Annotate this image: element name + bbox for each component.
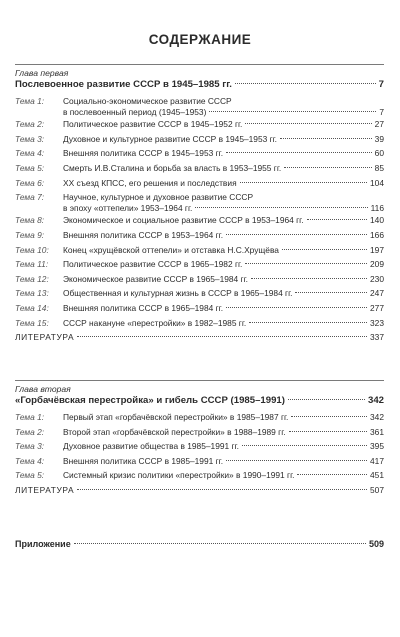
topic-title: Внешняя политика СССР в 1953–1964 гг.: [63, 229, 224, 240]
topic-title: СССР накануне «перестройки» в 1982–1985 гг.: [63, 317, 247, 328]
dot-leader: [307, 219, 367, 220]
topic-title: Политическое развитие СССР в 1945–1952 гг.: [63, 119, 243, 130]
dot-leader: [242, 445, 367, 446]
literature-page: 507: [370, 484, 384, 495]
topic-number: Тема 2:: [15, 426, 45, 437]
literature-entry[interactable]: [15, 485, 384, 496]
topic-page: 60: [374, 148, 384, 159]
topic-page: 277: [370, 302, 384, 313]
dot-leader: [288, 399, 365, 400]
topic-line: [63, 230, 384, 241]
topic-number: Тема 3:: [15, 133, 45, 144]
dot-leader: [195, 207, 367, 208]
topic-page: 247: [370, 288, 384, 299]
toc-entry[interactable]: [15, 192, 384, 213]
chapter-page: 342: [367, 395, 384, 406]
topic-body: [63, 456, 384, 467]
dot-leader: [291, 416, 367, 417]
topic-line: [63, 119, 384, 130]
topic-page: 323: [370, 317, 384, 328]
dot-leader: [245, 263, 367, 264]
topic-page: 85: [374, 162, 384, 173]
topic-title: Экономическое и социальное развитие СССР в 1953–1964 гг.: [63, 215, 304, 226]
topic-page: 39: [374, 133, 384, 144]
dot-leader: [235, 83, 376, 84]
topic-body: [63, 427, 384, 438]
topic-number: Тема 1:: [15, 412, 45, 422]
dot-leader: [280, 138, 372, 139]
topic-page: 209: [370, 259, 384, 270]
topic-line: [63, 134, 384, 145]
topic-body: [63, 230, 384, 241]
toc-entry[interactable]: [15, 259, 384, 270]
topic-title: Внешняя политика СССР в 1945–1953 гг.: [63, 148, 224, 159]
topic-number: Тема 1:: [15, 96, 45, 106]
topic-line: [63, 163, 384, 174]
topic-line: [63, 259, 384, 270]
topic-body: [63, 178, 384, 189]
topic-page: 166: [370, 229, 384, 240]
dot-leader: [245, 123, 371, 124]
dot-leader: [226, 234, 367, 235]
topic-number: Тема 5:: [15, 162, 45, 173]
topic-title: Системный кризис политики «перестройки» в 1990–1991 гг.: [63, 470, 295, 481]
dot-leader: [284, 167, 371, 168]
dot-leader: [289, 431, 367, 432]
toc-entry[interactable]: [15, 163, 384, 174]
dot-leader: [209, 111, 376, 112]
topic-title: XX съезд КПСС, его решения и последствия: [63, 177, 237, 188]
topic-page: 140: [370, 215, 384, 226]
topic-page: 230: [370, 273, 384, 284]
topic-page: 104: [370, 177, 384, 188]
topic-page: 417: [370, 455, 384, 466]
topic-line: [63, 318, 384, 329]
topic-number: Тема 7:: [15, 192, 45, 203]
topic-title: Духовное и культурное развитие СССР в 1945–1953 гг.: [63, 133, 278, 144]
chapter-divider: [15, 64, 384, 65]
topic-body: [63, 303, 384, 314]
toc-entry[interactable]: [15, 303, 384, 314]
topic-line: [63, 288, 384, 299]
literature-page: 337: [370, 332, 384, 343]
dot-leader: [240, 182, 367, 183]
dot-leader: [295, 292, 367, 293]
topic-title: Политическое развитие СССР в 1965–1982 гг.: [63, 259, 243, 270]
dot-leader: [226, 307, 367, 308]
topic-line: [63, 412, 384, 423]
topic-title: Внешняя политика СССР в 1985–1991 гг.: [63, 455, 224, 466]
toc-entry[interactable]: [15, 134, 384, 145]
toc-entry[interactable]: [15, 427, 384, 438]
topic-page: 7: [379, 106, 384, 117]
topic-body: [63, 245, 384, 256]
topic-body: [63, 148, 384, 159]
topic-page: 361: [370, 426, 384, 437]
topic-title: Общественная и культурная жизнь в СССР в 1965–1984 гг.: [63, 288, 293, 299]
topic-title: в послевоенный период (1945–1953): [63, 106, 207, 117]
topic-page: 197: [370, 244, 384, 255]
topic-title: Первый этап «горбачёвской перестройки» в 1985–1987 гг.: [63, 412, 289, 422]
chapter-title-text: «Горбачёвская перестройка» и гибель СССР (1985–1991): [15, 395, 285, 406]
topic-body: [63, 318, 384, 329]
topic-line: [63, 148, 384, 159]
toc-entry[interactable]: [15, 412, 384, 423]
topic-line: [63, 470, 384, 481]
topic-title: Внешняя политика СССР в 1965–1984 гг.: [63, 302, 224, 313]
topic-number: Тема 12:: [15, 273, 49, 284]
topic-number: Тема 2:: [15, 119, 45, 130]
dot-leader: [226, 152, 372, 153]
dot-leader: [249, 322, 367, 323]
topic-line: [63, 96, 384, 107]
chapter-divider: [15, 380, 384, 381]
dot-leader: [77, 336, 367, 337]
topic-body: [63, 274, 384, 285]
topic-title: Экономическое развитие СССР в 1965–1984 гг.: [63, 273, 248, 284]
topic-body: [63, 441, 384, 452]
topic-body: [63, 470, 384, 481]
topic-page: 451: [370, 470, 384, 481]
dot-leader: [282, 249, 367, 250]
topic-line: [63, 178, 384, 189]
chapter-label: Глава первая: [15, 68, 69, 78]
topic-line: [63, 215, 384, 226]
dot-leader: [77, 489, 367, 490]
topic-line: [63, 303, 384, 314]
literature-entry[interactable]: [15, 332, 384, 343]
toc-entry[interactable]: [15, 318, 384, 329]
chapter-page: 7: [378, 79, 384, 90]
topic-title: Социально-экономическое развитие СССР: [63, 96, 232, 106]
topic-body: [63, 163, 384, 174]
toc-entry[interactable]: [15, 470, 384, 481]
dot-leader: [251, 278, 367, 279]
topic-body: [63, 259, 384, 270]
topic-page: 395: [370, 441, 384, 452]
toc-entry[interactable]: [15, 96, 384, 117]
topic-body: [63, 192, 384, 213]
topic-page: 27: [374, 119, 384, 130]
topic-number: Тема 4:: [15, 455, 45, 466]
literature-label: ЛИТЕРАТУРА: [15, 332, 75, 343]
topic-title: Конец «хрущёвской оттепели» и отставка Н.С.Хрущёва: [63, 244, 279, 255]
chapter-title[interactable]: [15, 79, 384, 91]
toc-entry[interactable]: [15, 119, 384, 130]
toc-entry[interactable]: [15, 148, 384, 159]
topic-body: [63, 96, 384, 117]
topic-line: [63, 441, 384, 452]
topic-number: Тема 3:: [15, 441, 45, 452]
topic-line: [63, 427, 384, 438]
topic-body: [63, 119, 384, 130]
topic-line: [63, 245, 384, 256]
toc-entry[interactable]: [15, 288, 384, 299]
chapter-title[interactable]: [15, 395, 384, 407]
dot-leader: [74, 543, 366, 544]
topic-number: Тема 6:: [15, 177, 45, 188]
topic-title: Смерть И.В.Сталина и борьба за власть в 1953–1955 гг.: [63, 162, 282, 173]
topic-body: [63, 412, 384, 423]
topic-number: Тема 14:: [15, 302, 49, 313]
topic-number: Тема 9:: [15, 229, 45, 240]
toc-entry[interactable]: [15, 245, 384, 256]
toc-entry[interactable]: [15, 178, 384, 189]
topic-line: [63, 456, 384, 467]
toc-entry[interactable]: [15, 215, 384, 226]
chapter-title-text: Послевоенное развитие СССР в 1945–1985 гг.: [15, 79, 232, 90]
topic-number: Тема 15:: [15, 317, 49, 328]
topic-number: Тема 4:: [15, 148, 45, 159]
topic-number: Тема 8:: [15, 215, 45, 226]
chapter-1: [15, 64, 384, 343]
appendix-label: Приложение: [15, 539, 71, 549]
dot-leader: [226, 460, 367, 461]
literature-label: ЛИТЕРАТУРА: [15, 484, 75, 495]
topic-line: [63, 203, 384, 214]
topic-body: [63, 215, 384, 226]
topic-title: Духовное развитие общества в 1985–1991 гг.: [63, 441, 239, 452]
topic-page: 342: [370, 412, 384, 422]
topic-body: [63, 134, 384, 145]
toc-entry[interactable]: [15, 230, 384, 241]
topic-number: Тема 13:: [15, 288, 49, 299]
topic-number: Тема 5:: [15, 470, 45, 481]
toc-entry[interactable]: [15, 456, 384, 467]
topic-number: Тема 11:: [15, 259, 49, 270]
topic-number: Тема 10:: [15, 244, 49, 255]
toc-entry[interactable]: [15, 274, 384, 285]
dot-leader: [297, 474, 367, 475]
toc-entry[interactable]: [15, 441, 384, 452]
topic-line: [63, 107, 384, 118]
topic-page: 116: [370, 202, 384, 213]
topic-title: в эпоху «оттепели» 1953–1964 гг.: [63, 202, 193, 213]
chapter-2: [15, 380, 384, 496]
topic-title: Научное, культурное и духовное развитие СССР: [63, 192, 254, 203]
topic-line: [63, 274, 384, 285]
page-title: СОДЕРЖАНИЕ: [148, 32, 252, 47]
chapter-label: Глава вторая: [15, 384, 71, 394]
topic-title: Второй этап «горбачёвской перестройки» в 1988–1989 гг.: [63, 426, 286, 437]
topic-body: [63, 288, 384, 299]
appendix-page: 509: [368, 539, 384, 549]
appendix-entry[interactable]: [15, 538, 384, 550]
topic-line: [63, 192, 384, 203]
